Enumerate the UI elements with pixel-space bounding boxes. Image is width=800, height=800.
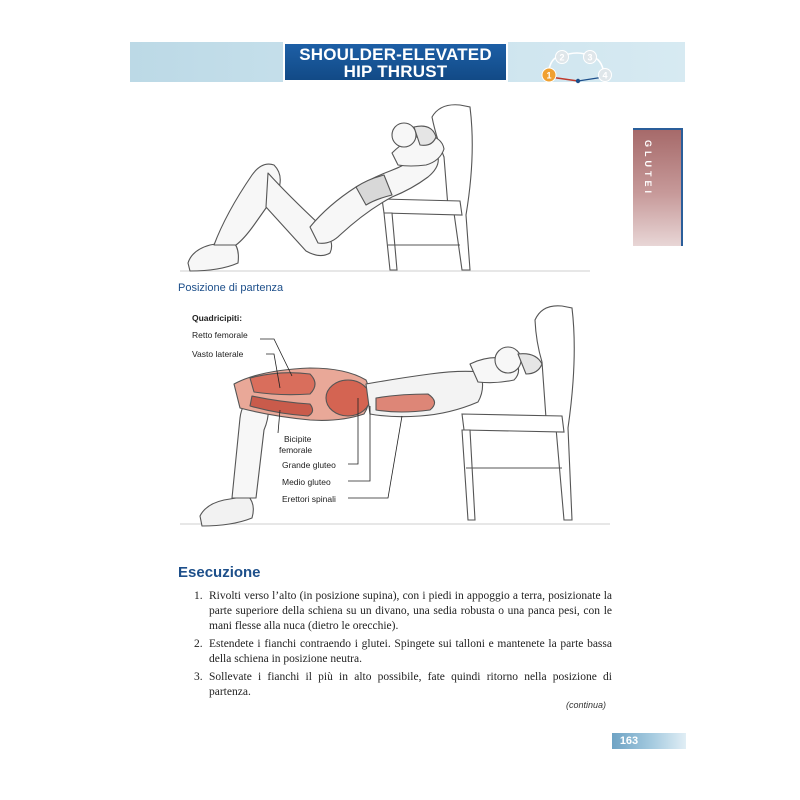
- label-bicipite-femorale-1: Bicipite: [284, 434, 312, 444]
- page-number: 163: [619, 735, 639, 747]
- difficulty-level-icon: [538, 46, 618, 84]
- continued-note: (continua): [566, 700, 607, 710]
- step-text: Sollevate i fianchi il più in alto possibile, fate quindi ritorno nella posizione di partenza.: [209, 671, 612, 698]
- step-text: Rivolti verso l’alto (in posizione supina), con i piedi in appoggio a terra, posizionate la parte superiore della schiena su un divano, una sedia robusta o una panca pesi, con le mani flesse alla nuca (dietro le orecchie).: [209, 590, 612, 632]
- execution-heading: Esecuzione: [178, 564, 261, 581]
- label-vasto-laterale: Vasto laterale: [192, 349, 244, 359]
- title-line-1: SHOULDER-ELEVATED: [299, 45, 492, 64]
- step-number: 2.: [194, 638, 203, 650]
- level-2-number: 2: [559, 52, 565, 63]
- step-number: 3.: [194, 671, 203, 683]
- label-retto-femorale: Retto femorale: [192, 330, 248, 340]
- step-item: [178, 637, 612, 667]
- level-3-number: 3: [587, 52, 593, 63]
- execution-steps: [178, 589, 612, 703]
- chapter-tab-label: GLUTEI: [643, 140, 653, 197]
- chapter-tab: [633, 128, 683, 246]
- label-quadricipiti: Quadricipiti:: [192, 313, 243, 323]
- label-medio-gluteo: Medio gluteo: [282, 477, 331, 487]
- level-4-number: 4: [602, 70, 608, 81]
- chair-icon: [462, 306, 574, 520]
- level-1-number: 1: [546, 70, 552, 81]
- label-erettori-spinali: Erettori spinali: [282, 494, 336, 504]
- step-number: 1.: [194, 590, 203, 602]
- label-bicipite-femorale-2: femorale: [279, 445, 313, 455]
- step-item: [178, 589, 612, 634]
- label-grande-gluteo: Grande gluteo: [282, 460, 336, 470]
- starting-position-illustration: [170, 95, 620, 280]
- person-icon: [188, 123, 444, 271]
- starting-position-caption: Posizione di partenza: [178, 282, 284, 294]
- step-text: Estendete i fianchi contraendo i glutei. Spingete sui talloni e mantenete la parte bassa della schiena in posizione neutra.: [209, 638, 612, 665]
- person-icon: [200, 347, 542, 526]
- exercise-title: [283, 42, 508, 82]
- step-item: [178, 670, 612, 700]
- title-line-2: HIP THRUST: [343, 62, 448, 81]
